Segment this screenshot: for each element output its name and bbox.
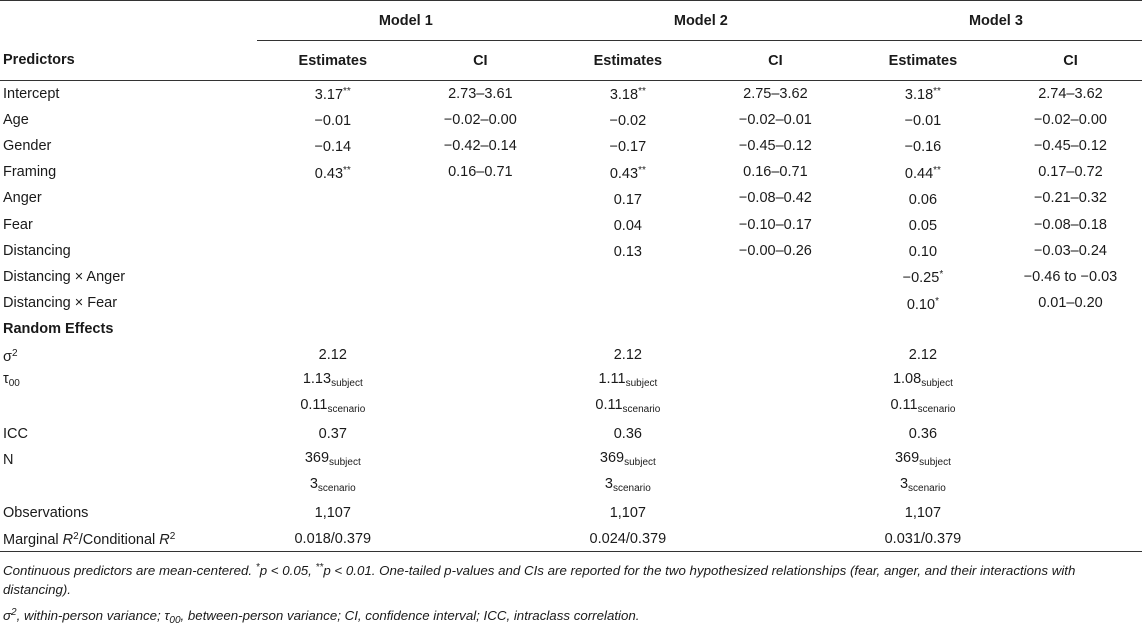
estimate-cell: −0.16	[904, 139, 942, 156]
ci-cell: −0.45–0.12	[738, 137, 812, 154]
ci-header: CI	[406, 41, 552, 81]
ci-cell: −0.08–0.18	[1033, 216, 1107, 233]
observations-label: Observations	[3, 504, 89, 521]
estimate-cell: 0.43**	[314, 164, 351, 182]
predictor-label: Distancing	[3, 242, 71, 259]
tau-subject-value: $1.13_{subject}$	[302, 371, 363, 390]
ci-cell	[406, 185, 552, 211]
estimate-cell	[552, 290, 701, 316]
estimate-cell: 0.17	[613, 191, 642, 208]
estimate-cell: 0.44**	[904, 164, 941, 182]
ci-cell: 2.73–3.61	[448, 85, 513, 102]
predictor-label: Distancing × Fear	[3, 295, 118, 312]
predictors-header: Predictors	[0, 41, 257, 81]
ci-cell: −0.02–0.00	[443, 111, 517, 128]
ci-cell: −0.42–0.14	[443, 137, 517, 154]
ci-cell: −0.45–0.12	[1033, 137, 1107, 154]
table-row	[0, 107, 1142, 133]
note-abbreviations: $\sigma^2$, within-person variance; $\tau_{00}$, between-person variance; CI, confidence interval; ICC, intraclass correlation.	[3, 607, 640, 627]
ci-cell: −0.02–0.00	[1033, 111, 1107, 128]
n-scenario-value: $3_{scenario}$	[604, 475, 651, 494]
table-row	[0, 290, 1142, 316]
ci-cell: −0.02–0.01	[738, 111, 812, 128]
table-row	[0, 81, 1142, 107]
sigma-value: 2.12	[908, 347, 938, 364]
observations-value: 1,107	[904, 504, 942, 521]
ci-cell	[701, 290, 847, 316]
table-row	[0, 185, 1142, 211]
ci-cell	[406, 238, 552, 264]
estimate-cell: 0.13	[613, 244, 642, 261]
ci-cell: 0.17–0.72	[1038, 164, 1103, 181]
table-row	[0, 211, 1142, 237]
tau-subject-value: $1.08_{subject}$	[892, 371, 953, 390]
r2-value: 0.018/0.379	[257, 526, 406, 552]
tau-scenario-value: $0.11_{scenario}$	[890, 397, 956, 416]
table-row	[0, 264, 1142, 290]
n-subject-value: $369_{subject}$	[894, 449, 951, 468]
header-blank	[0, 1, 257, 41]
estimate-cell: 0.10	[908, 244, 938, 261]
n-scenario-value: $3_{scenario}$	[899, 475, 946, 494]
model-2-header: Model 2	[552, 1, 847, 41]
predictor-label: Framing	[3, 164, 57, 181]
estimates-header: Estimates	[552, 41, 701, 81]
n-subject-value: $369_{subject}$	[599, 449, 656, 468]
observations-value: 1,107	[314, 504, 351, 521]
r2-label: Marginal $R^2$/Conditional $R^2$	[0, 526, 257, 552]
ci-cell	[406, 211, 552, 237]
n-scenario-value: $3_{scenario}$	[309, 475, 356, 494]
icc-value: 0.37	[318, 426, 347, 443]
predictor-label: Gender	[3, 137, 52, 154]
tau-subject-value: $1.11_{subject}$	[598, 371, 658, 390]
tau-label: $\tau_{00}$	[3, 371, 20, 390]
predictor-label: Distancing × Anger	[3, 268, 126, 285]
r2-value: 0.031/0.379	[847, 526, 996, 552]
icc-label: ICC	[3, 426, 28, 443]
sigma-value: 2.12	[613, 347, 642, 364]
sigma-value: 2.12	[318, 347, 347, 364]
ci-cell: −0.21–0.32	[1033, 190, 1107, 207]
estimate-cell: 3.17**	[314, 86, 351, 104]
ci-header: CI	[701, 41, 847, 81]
estimate-cell: 0.04	[613, 218, 642, 235]
icc-value: 0.36	[908, 426, 938, 443]
random-effects-heading: Random Effects	[3, 321, 114, 338]
ci-cell: −0.10–0.17	[738, 216, 812, 233]
predictor-label: Age	[3, 111, 29, 128]
model-1-header: Model 1	[257, 1, 552, 41]
estimate-cell: 0.43**	[609, 164, 646, 182]
ci-cell: −0.08–0.42	[738, 190, 812, 207]
tau-scenario-value: $0.11_{scenario}$	[300, 397, 366, 416]
ci-cell	[701, 264, 847, 290]
estimates-header: Estimates	[847, 41, 996, 81]
estimate-cell: −0.02	[609, 113, 647, 130]
estimate-cell	[257, 238, 406, 264]
estimate-cell: −0.25*	[902, 269, 944, 287]
n-label: N	[3, 452, 14, 469]
estimate-cell: 0.05	[908, 218, 938, 235]
model-3-header: Model 3	[847, 1, 1142, 41]
estimate-cell: 0.10*	[906, 295, 939, 313]
ci-cell: 0.16–0.71	[743, 164, 808, 181]
predictor-label: Fear	[3, 216, 33, 233]
icc-value: 0.36	[613, 426, 642, 443]
estimate-cell	[257, 264, 406, 290]
estimate-cell	[552, 264, 701, 290]
ci-cell	[406, 290, 552, 316]
estimates-header: Estimates	[257, 41, 406, 81]
ci-cell: 0.01–0.20	[1038, 295, 1103, 312]
n-subject-value: $369_{subject}$	[304, 449, 361, 468]
estimate-cell	[257, 185, 406, 211]
estimate-cell: 3.18**	[904, 86, 941, 104]
r2-value: 0.024/0.379	[552, 526, 701, 552]
table-row	[0, 133, 1142, 159]
sigma-label: $\sigma^2$	[3, 347, 18, 365]
ci-cell	[406, 264, 552, 290]
estimate-cell: −0.01	[314, 113, 352, 130]
estimate-cell: −0.01	[904, 113, 942, 130]
ci-cell: −0.00–0.26	[738, 242, 812, 259]
ci-cell: 0.16–0.71	[448, 164, 513, 181]
ci-cell: −0.46 to −0.03	[1023, 268, 1118, 285]
estimate-cell: 0.06	[908, 191, 938, 208]
table-row	[0, 159, 1142, 185]
estimate-cell	[257, 290, 406, 316]
tau-scenario-value: $0.11_{scenario}$	[595, 397, 661, 416]
table-notes	[0, 552, 1142, 630]
ci-cell: 2.74–3.62	[1038, 85, 1103, 102]
ci-cell: 2.75–3.62	[743, 85, 808, 102]
estimate-cell	[257, 211, 406, 237]
observations-value: 1,107	[609, 504, 646, 521]
estimate-cell: −0.14	[314, 139, 352, 156]
table-row	[0, 238, 1142, 264]
estimate-cell: −0.17	[609, 139, 647, 156]
predictor-label: Anger	[3, 190, 42, 207]
ci-cell: −0.03–0.24	[1033, 242, 1107, 259]
ci-header: CI	[996, 41, 1142, 81]
note-significance: Continuous predictors are mean-centered. *p < 0.05, **p < 0.01. One-tailed p-values and CIs are reported for the two hypothesized relationships (fear, anger, and their interactions with distancing).	[3, 562, 1076, 598]
predictor-label: Intercept	[3, 85, 60, 102]
estimate-cell: 3.18**	[609, 86, 646, 104]
